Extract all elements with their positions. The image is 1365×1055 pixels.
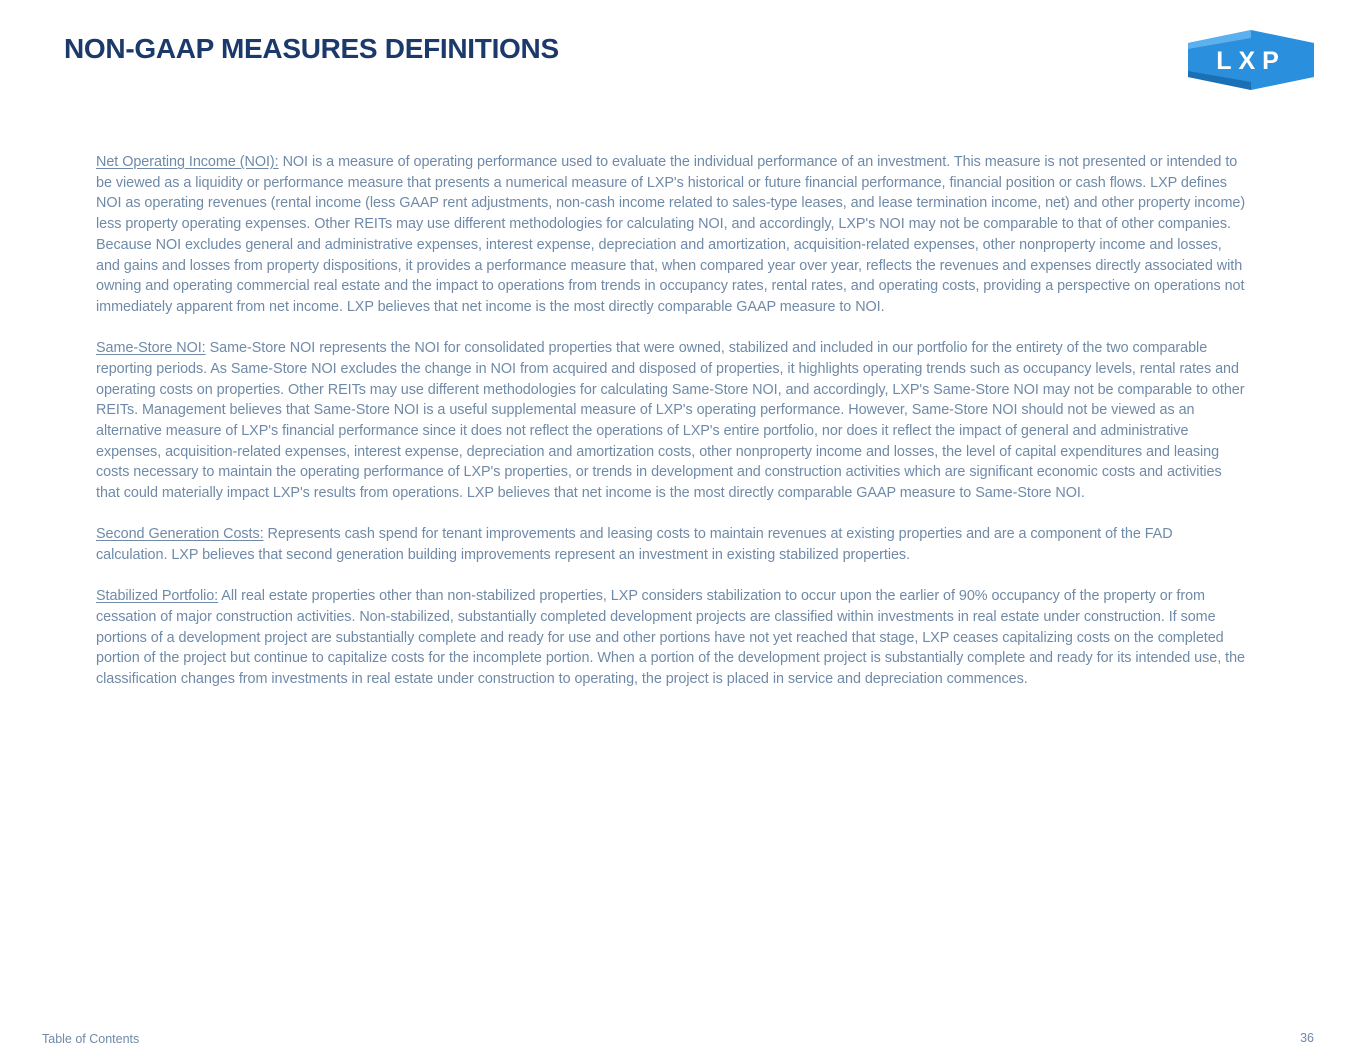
definition-term: Stabilized Portfolio:: [96, 588, 219, 605]
definition-same-store-noi: [96, 338, 1246, 504]
definition-term: Second Generation Costs:: [96, 526, 264, 543]
definitions-list: [96, 152, 1246, 710]
definition-text: Same-Store NOI represents the NOI for consolidated properties that were owned, stabilized and included in our portfolio for the entirety of the two comparable reporting periods. As Same-Store NOI excludes the change in NOI from acquired and disposed of properties, it highlights operating trends such as occupancy levels, rental rates and operating costs on properties. Other REITs may use different methodologies for calculating Same-Store NOI, and accordingly, LXP's Same-Store NOI may not be comparable to other REITs. Management believes that Same-Store NOI is a useful supplemental measure of LXP's operating performance. However, Same-Store NOI should not be viewed as an alternative measure of LXP's financial performance since it does not reflect the operations of LXP's entire portfolio, nor does it reflect the impact of general and administrative expenses, acquisition-related expenses, interest expense, depreciation and amortization costs, other nonproperty income and losses, the level of capital expenditures and leasing costs necessary to maintain the operating performance of LXP's properties, or trends in development and construction activities which are significant economic costs and activities that could materially impact LXP's results from operations. LXP believes that net income is the most directly comparable GAAP measure to Same-Store NOI.: [96, 340, 1245, 502]
page-number: 36: [1300, 1031, 1314, 1045]
page-title: NON-GAAP MEASURES DEFINITIONS: [64, 33, 559, 64]
definition-text: NOI is a measure of operating performance used to evaluate the individual performance of an investment. This measure is not presented or intended to be viewed as a liquidity or performance measure that presents a numerical measure of LXP's historical or future financial performance, financial position or cash flows. LXP defines NOI as operating revenues (rental income (less GAAP rent adjustments, non-cash income related to sales-type leases, and lease termination income, net) and other property income) less property operating expenses. Other REITs may use different methodologies for calculating NOI, and accordingly, LXP's NOI may not be comparable to that of other companies. Because NOI excludes general and administrative expenses, interest expense, depreciation and amortization, acquisition-related expenses, other nonproperty income and losses, and gains and losses from property dispositions, it provides a performance measure that, when compared year over year, reflects the revenues and expenses directly associated with owning and operating commercial real estate and the impact to operations from trends in occupancy rates, rental rates, and operating costs, providing a perspective on operations not immediately apparent from net income. LXP believes that net income is the most directly comparable GAAP measure to NOI.: [96, 154, 1246, 315]
logo-text: LXP: [1216, 47, 1286, 75]
definition-text: All real estate properties other than non-stabilized properties, LXP considers stabilization to occur upon the earlier of 90% occupancy of the property or from cessation of major construction activities. Non-stabilized, substantially completed development projects are classified within investments in real estate under construction. If some portions of a development project are substantially complete and ready for use and other portions have not yet reached that stage, LXP ceases capitalizing costs on the completed portion of the project but continue to capitalize costs for the incomplete portion. When a portion of the development project is substantially complete and ready for its intended use, the classification changes from investments in real estate under construction to operating, the project is placed in service and depreciation commences.: [96, 588, 1245, 687]
table-of-contents-link[interactable]: Table of Contents: [42, 1032, 140, 1046]
definition-term: Net Operating Income (NOI):: [96, 154, 279, 170]
definition-term: Same-Store NOI:: [96, 340, 206, 357]
definition-text: Represents cash spend for tenant improvements and leasing costs to maintain revenues at existing properties and are a component of the FAD calculation. LXP believes that second generation building improvements represent an investment in existing stabilized properties.: [96, 526, 1173, 563]
definition-second-generation-costs: [96, 524, 1246, 565]
lxp-logo: [1188, 30, 1314, 90]
definition-noi: [96, 152, 1246, 318]
definition-stabilized-portfolio: [96, 586, 1246, 690]
